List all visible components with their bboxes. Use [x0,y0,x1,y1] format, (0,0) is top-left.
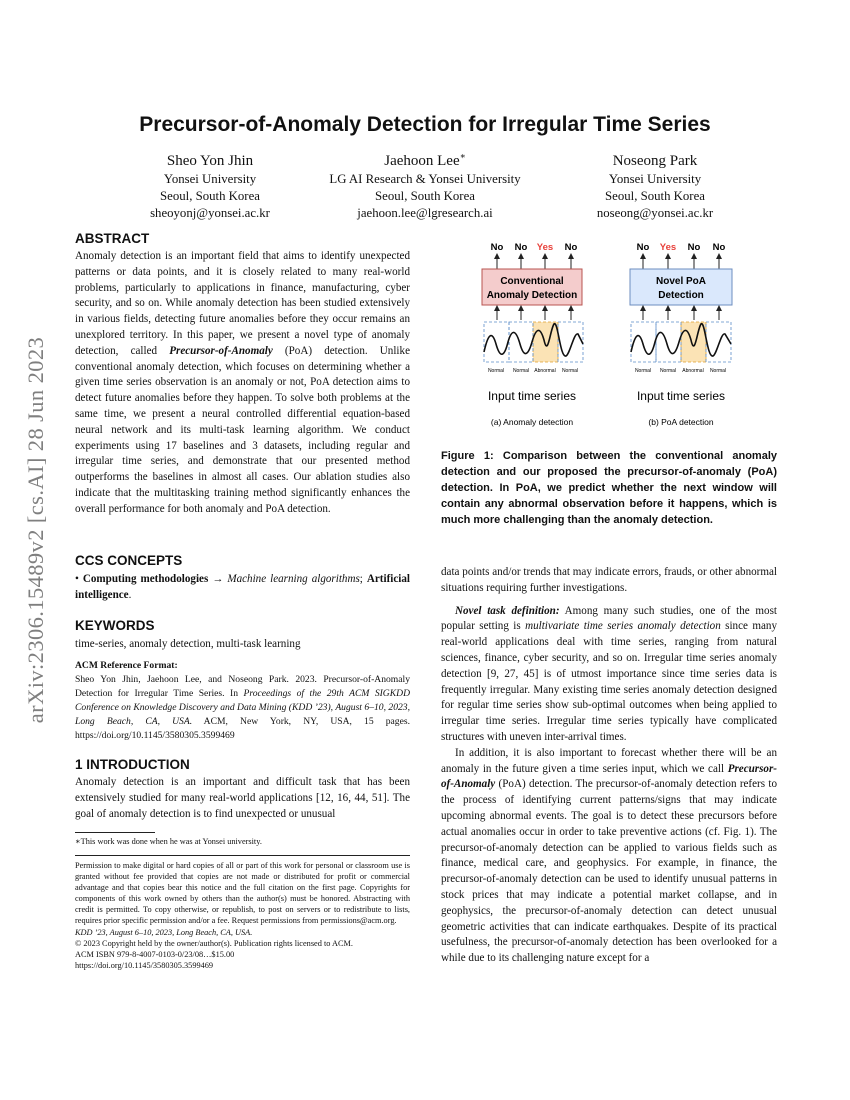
output-arrows [497,256,571,269]
author-location: Seoul, South Korea [160,189,260,203]
poa-term: Precursor-of-Anomaly [441,762,777,791]
output-label: No [564,242,578,253]
intro-continued [441,565,777,967]
author-location: Seoul, South Korea [375,189,475,203]
footnote: ∗This work was done when he was at Yonsei university. [75,837,262,846]
introduction-heading: 1 INTRODUCTION [75,757,190,772]
output-label: No [687,242,701,253]
arxiv-id: arXiv:2306.15489v2 [cs.AI] 28 Jun 2023 [23,336,48,724]
window-label: Normal [512,368,530,374]
abnormal-window [533,322,558,362]
intro-paragraph-0: data points and/or trends that may indicate errors, frauds, or other abnormal situations requiring further investigations. [441,566,777,594]
arxiv-sidebar [14,300,58,760]
model-box-label: Anomaly Detection [486,290,578,301]
window-label: Normal [487,368,505,374]
output-label: No [712,242,726,253]
keywords-section [75,618,410,653]
figure-1-diagram [470,234,760,434]
window-label: Normal [709,368,727,374]
abstract-heading: ABSTRACT [75,231,150,246]
intro-paragraph-2: In addition, it is also important to forecast whether there will be an anomaly in the future given a time series input, which we call Precursor-of-Anomaly (PoA) detection. The precursor-of-anomaly detection refers to the process of identifying current patterns/signs that may indicate upcoming abnormal events. The goal is to detect these precursors before actual anomalies occur in order to take preventive actions (cf. Fig. 1). The precursor-of-anomaly detection can be applied to various fields such as finance, medical care, and geophysics. For example, in finance, the precursor-of-anomaly detection can be used to identify unusual patterns in stock prices that may indicate a potential market collapse, and in geophysics, the precursor-of-anomaly detection can detect unusual geometric activities that can indicate earthquakes. Despite of its practical usefulness, the precursor-of-anomaly detection has been overlooked for a while due to its challenging nature except for a [441,746,777,965]
ccs-heading: CCS CONCEPTS [75,553,183,568]
ccs-section [75,553,410,604]
model-box-label: Novel PoA [655,276,707,287]
keywords-text: time-series, anomaly detection, multi-task learning [75,638,301,650]
reference-section [75,659,410,743]
author-1 [95,152,325,222]
window-label: Abnormal [534,368,556,374]
model-box-label: Detection [658,290,704,301]
output-arrows [643,256,719,269]
author-2 [300,152,550,222]
ccs-text: • Computing methodologies → Machine learning algorithms; Artificial intelligence. [75,573,410,601]
permission-rule [75,855,410,856]
introduction-text: Anomaly detection is an important and difficult task that has been extensively studied for many real-world applications [12, 16, 44, 51]. The goal of anomaly detection is to find unexpected or unusual [75,776,410,820]
output-label-yes: Yes [659,242,677,253]
input-arrows [643,308,719,320]
introduction-section [75,757,410,822]
footnote-rule [75,832,155,833]
abstract-text: Anomaly detection is an important field that aims to identify unexpected patterns or data points, and it is closely related to many real-world problems, particularly to applications in finance, manufacturing, cyber security, and so on. While anomaly detection has been studied extensively in various fields, detecting future anomalies before they occur remains an unexplored territory. In this paper, we present a novel type of anomaly detection, called Precursor-of-Anomaly (PoA) detection. Unlike conventional anomaly detection, which focuses on determining whether a given time series observation is an anomaly or not, PoA detection aims to detect future anomalies before they happen. To solve both problems at the same time, we present a neural controlled differential equation-based neural network and its multi-task learning algorithm. We conduct experiments using 17 baselines and 3 datasets, including regular and irregular time series, and demonstrate that our presented method outperforms the baselines in almost all cases. Our ablation studies also indicate that the multitasking training method significantly enhances the overall performance for both anomaly and PoA detection. [75,250,410,515]
author-email: jaehoon.lee@lgresearch.ai [357,206,493,220]
output-label: No [514,242,528,253]
figure-caption: Figure 1: Comparison between the conventional anomaly detection and our proposed the precursor-of-anomaly (PoA) detection. In PoA, we predict whether the next window will contain any abnormal observation before it happens, which is much more challenging than the anomaly detection. [441,450,777,526]
subfigure-caption: (a) Anomaly detection [490,417,574,427]
author-email: sheoyonj@yonsei.ac.kr [150,206,270,220]
output-label: No [490,242,504,253]
keywords-heading: KEYWORDS [75,618,155,633]
permission-isbn: ACM ISBN 979-8-4007-0103-0/23/08…$15.00 [75,949,235,959]
author-affiliation: LG AI Research & Yonsei University [329,172,521,186]
output-label: No [636,242,650,253]
permission-copyright: © 2023 Copyright held by the owner/author(s). Publication rights licensed to ACM. [75,938,353,948]
poa-term: Precursor-of-Anomaly [169,344,273,357]
window-label: Abnormal [682,368,704,374]
window-label: Normal [634,368,652,374]
window-label: Normal [659,368,677,374]
permission-text: Permission to make digital or hard copies of all or part of this work for personal or classroom use is granted without fee provided that copies are not made or distributed for profit or commercial advantage and that copies bear this notice and the full citation on the first page. Copyrights for components of this work owned by others than the author(s) must be honored. Abstracting with credit is permitted. To copy otherwise, or republish, to post on servers or to redistribute to lists, requires prior specific permission and/or a fee. Request permissions from permissions@acm.org. [75,861,410,926]
output-label-yes: Yes [536,242,554,253]
intro-paragraph-1: Novel task definition: Among many such studies, one of the most popular setting is multivariate time series anomaly detection since many real-world applications deal with time series, ranging from natural sciences, finance, cyber security, and so on. Irregular time series anomaly detection [9, 27, 45] is of utmost importance since time series data is frequently irregular. Many existing time series anomaly detection designed for regular time series show sub-optimal outcomes when being applied to irregular time series. Irregular time series typically have complicated structures with uneven inter-arrival times. [441,604,777,743]
author-footnote-mark: ∗ [459,151,466,161]
input-label: Input time series [487,389,577,403]
permission-doi: https://doi.org/10.1145/3580305.3599469 [75,960,214,970]
model-box-label: Conventional [500,276,564,287]
author-affiliation: Yonsei University [608,172,702,186]
author-name: Noseong Park [612,153,698,169]
author-location: Seoul, South Korea [605,189,705,203]
author-name: Sheo Yon Jhin [166,153,254,169]
window-label: Normal [561,368,579,374]
permission-block [75,860,410,971]
reference-text: Sheo Yon Jhin, Jaehoon Lee, and Noseong Park. 2023. Precursor-of-Anomaly Detection for Irregular Time Series. In Proceedings of the 29th ACM SIGKDD Conference on Knowledge Discovery and Data Mining (KDD ’23), August 6–10, 2023, Long Beach, CA, USA. ACM, New York, NY, USA, 15 pages. https://doi.org/10.1145/3580305.3599469 [75,674,410,742]
author-email: noseong@yonsei.ac.kr [596,206,714,220]
abstract-section [75,231,410,518]
author-affiliation: Yonsei University [163,172,257,186]
subfigure-caption: (b) PoA detection [648,417,714,427]
permission-venue: KDD ’23, August 6–10, 2023, Long Beach, CA, USA. [75,927,253,937]
author-3 [545,152,765,222]
figure-1 [470,234,760,434]
author-name: Jaehoon Lee [384,153,460,169]
panel-poa-detection [630,242,732,427]
panel-anomaly-detection [482,242,583,427]
novel-task-heading: Novel task definition: [455,604,560,617]
reference-heading: ACM Reference Format: [75,660,178,671]
input-label: Input time series [636,389,726,403]
abnormal-window [681,322,706,362]
input-arrows [497,308,571,320]
paper-title: Precursor-of-Anomaly Detection for Irregular Time Series [139,113,711,136]
